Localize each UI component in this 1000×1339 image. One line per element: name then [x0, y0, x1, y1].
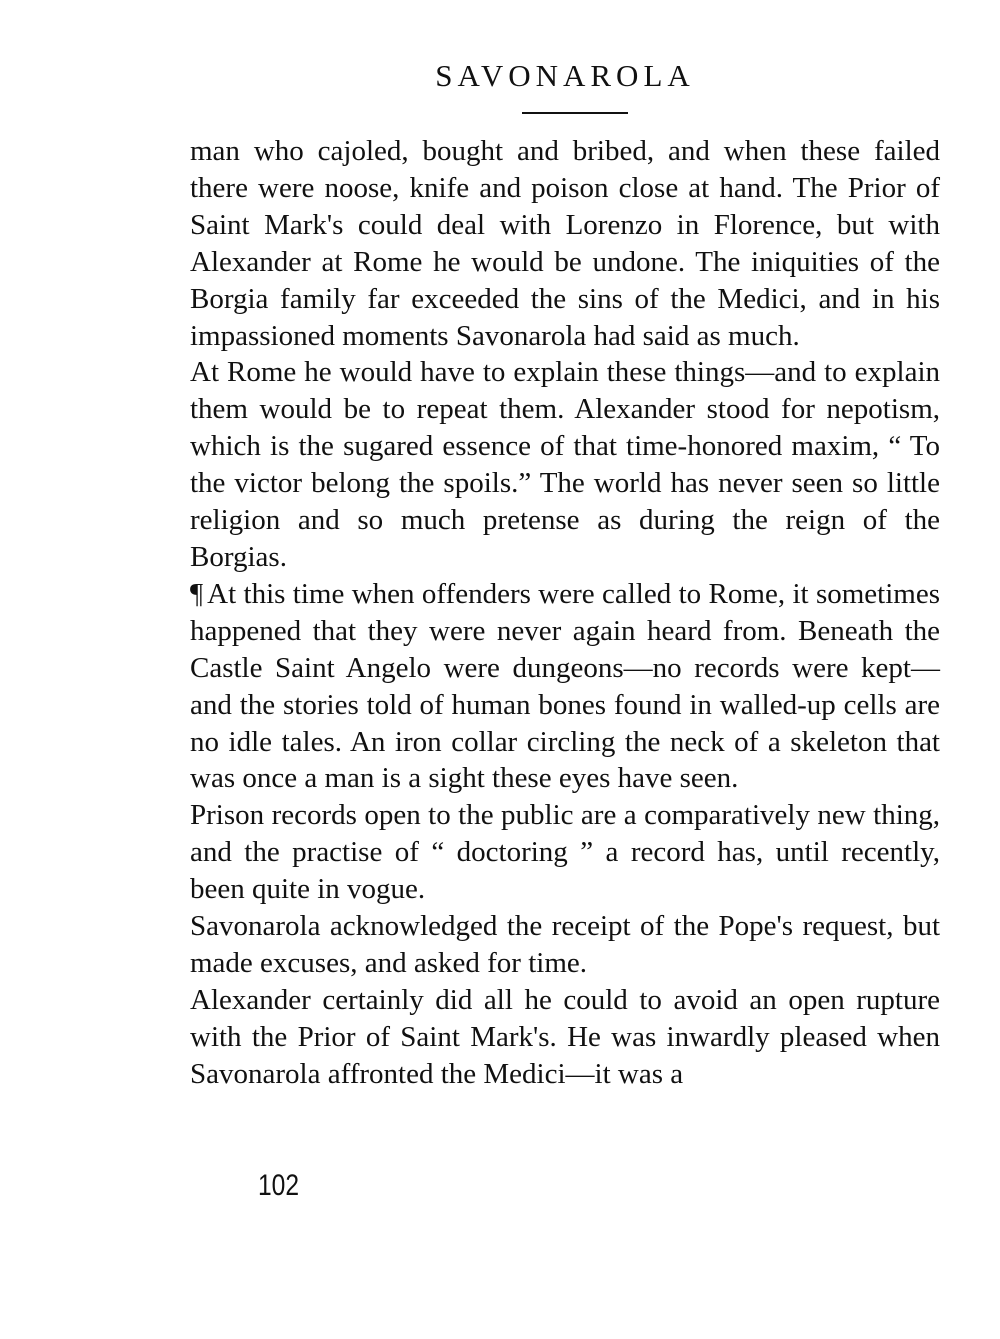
- paragraph: Savonarola acknowledged the receipt of the Pope's request, but made excuses, and asked for time.: [190, 910, 940, 979]
- body-text: [190, 133, 940, 1093]
- paragraph: man who cajoled, bought and bribed, and when these failed there were noose, knife and poison close at hand. The Prior of Saint Mark's could deal with Lorenzo in Florence, but with Alexander at Rome he would be undone. The iniquities of the Borgia family far exceeded the sins of the Medici, and in his impassioned moments Savonarola had said as much.: [190, 135, 940, 352]
- title-rule: [522, 112, 628, 114]
- page-number: 102: [258, 1169, 300, 1202]
- running-title: SAVONAROLA: [435, 58, 695, 93]
- paragraph: Prison records open to the public are a comparatively new thing, and the practise of “ doctoring ” a record has, until recently, been quite in vogue.: [190, 799, 940, 906]
- paragraph-text: At this time when offenders were called to Rome, it sometimes happened that they were never again heard from. Beneath the Castle Saint Angelo were dungeons—no records were kept—and the stories told of human bones found in walled-up cells are no idle tales. An iron collar circling the neck of a skeleton that was once a man is a sight these eyes have seen.: [190, 577, 940, 795]
- paragraph: [190, 576, 940, 797]
- paragraph: At Rome he would have to explain these things—and to explain them would be to repeat them. Alexander stood for nepotism, which is the sugared essence of that time-honored maxim, “ To the victor belong the spoils.” The world has never seen so little religion and so much pretense as during the reign of the Borgias.: [190, 356, 940, 573]
- paragraph: Alexander certainly did all he could to avoid an open rupture with the Prior of Saint Mark's. He was inwardly pleased when Savonarola affronted the Medici—it was a: [190, 983, 940, 1090]
- pilcrow-icon: ¶: [190, 577, 204, 610]
